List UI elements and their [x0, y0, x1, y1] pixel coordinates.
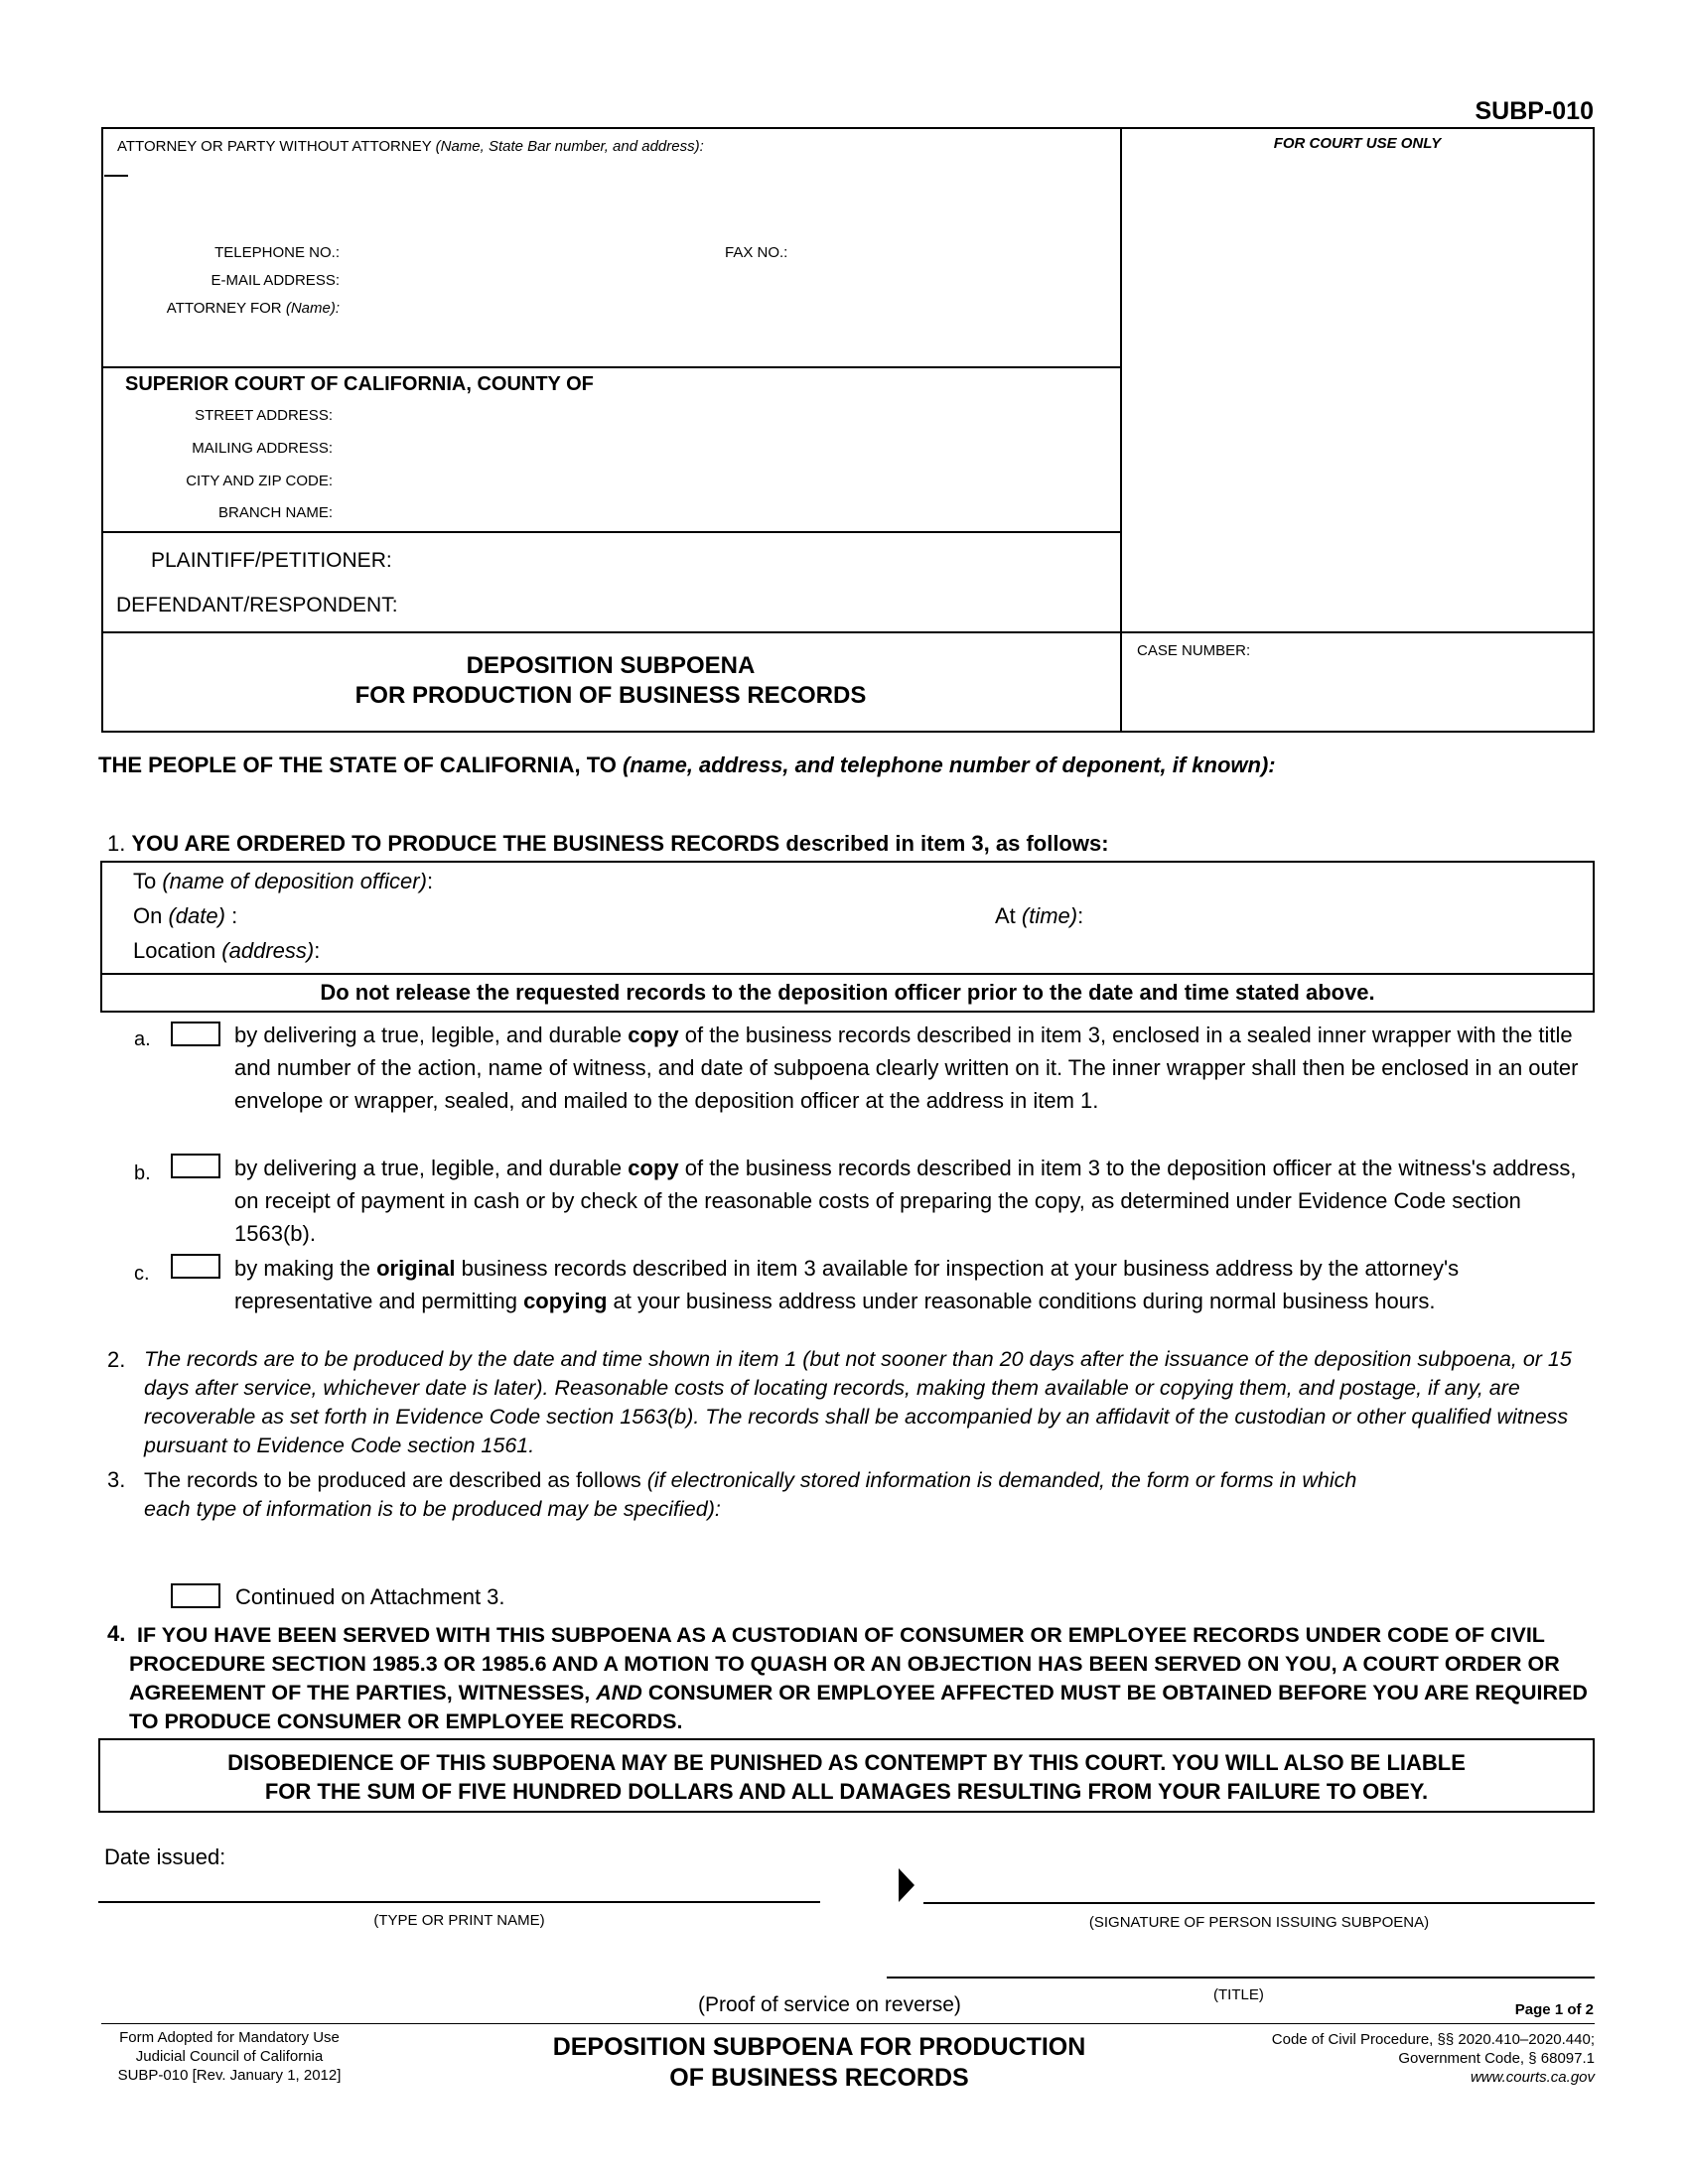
- item2-text: The records are to be produced by the date and time shown in item 1 (but not sooner than 20 days after the issuance of the deposition subpoena, or 15 days after service, whichever date is later). Reasonable costs of locating records, making them available or copying them, and postage, if any, are recoverable as set forth in Evidence Code section 1563(b). The records shall be accompanied by an affidavit of the custodian or other qualified witness pursuant to Evidence Code section 1561.: [144, 1347, 1572, 1457]
- branch-label: BRANCH NAME:: [217, 504, 333, 521]
- option-a-text: by delivering a true, legible, and durable copy of the business records described in item 3, enclosed in a sealed inner wrapper with the title and number of the action, name of witness, and date of subpoena clearly written on it. The inner wrapper shall then be enclosed in an outer envelope or wrapper, sealed, and mailed to the deposition officer at the address in item 1.: [234, 1023, 1579, 1113]
- footer-rule: [101, 2023, 1595, 2024]
- form-title: DEPOSITION SUBPOENA FOR PRODUCTION OF BUSINESS RECORDS: [354, 652, 867, 709]
- court-title: SUPERIOR COURT OF CALIFORNIA, COUNTY OF: [125, 373, 594, 395]
- signature-arrow-icon: [899, 1868, 914, 1902]
- proof-of-service-note: (Proof of service on reverse): [698, 1993, 961, 2016]
- item3-number: 3.: [107, 1467, 126, 1492]
- option-c-text: by making the original business records described in item 3 available for inspection at your business address by the attorney's representative and permitting copying at your business address under reasonable conditions during normal business hours.: [234, 1256, 1460, 1313]
- item3-text: The records to be produced are described as follows (if electronically stored information is demanded, the form or forms in which each type of information is to be produced may be specified):: [144, 1468, 1357, 1521]
- attorney-for-label: ATTORNEY FOR (Name):: [166, 300, 340, 317]
- disobedience-text: DISOBEDIENCE OF THIS SUBPOENA MAY BE PUNISHED AS CONTEMPT BY THIS COURT. YOU WILL ALSO BE LIABLE FOR THE SUM OF FIVE HUNDRED DOLLARS AND ALL DAMAGES RESULTING FROM YOUR FAILURE TO OBEY.: [227, 1750, 1466, 1804]
- attorney-entry-mark: [104, 175, 128, 177]
- option-c-letter: c.: [134, 1263, 150, 1285]
- case-number-label: CASE NUMBER:: [1137, 642, 1251, 659]
- city-zip-label: CITY AND ZIP CODE:: [186, 473, 333, 489]
- at-time-label: At (time):: [995, 903, 1084, 928]
- on-date-label: On (date) :: [133, 903, 238, 928]
- option-c-checkbox[interactable]: [171, 1254, 220, 1279]
- plaintiff-label: PLAINTIFF/PETITIONER:: [151, 549, 392, 572]
- date-issued-label: Date issued:: [104, 1844, 226, 1869]
- divider-court: [101, 366, 1121, 368]
- form-number: SUBP-010: [1475, 97, 1594, 125]
- street-label: STREET ADDRESS:: [195, 407, 333, 424]
- option-a-letter: a.: [134, 1028, 151, 1050]
- fax-label: FAX NO.:: [725, 244, 788, 261]
- attachment3-checkbox[interactable]: [171, 1583, 220, 1608]
- title-caption: (TITLE): [1213, 1986, 1264, 2003]
- footer-right: Code of Civil Procedure, §§ 2020.410–2020.440; Government Code, § 68097.1 www.courts.ca.gov: [1142, 2030, 1595, 2087]
- item1-heading: 1. YOU ARE ORDERED TO PRODUCE THE BUSINESS RECORDS described in item 3, as follows:: [107, 831, 1109, 856]
- item4-number: 4.: [107, 1621, 126, 1646]
- item2-number: 2.: [107, 1347, 126, 1372]
- courts-website-link[interactable]: www.courts.ca.gov: [1470, 2069, 1595, 2086]
- location-label: Location (address):: [133, 938, 321, 963]
- attachment3-label: Continued on Attachment 3.: [235, 1584, 505, 1609]
- item1-warning: Do not release the requested records to the deposition officer prior to the date and time stated above.: [320, 980, 1375, 1005]
- signature-caption: (SIGNATURE OF PERSON ISSUING SUBPOENA): [1088, 1914, 1430, 1931]
- mailing-label: MAILING ADDRESS:: [192, 440, 333, 457]
- divider-parties: [101, 531, 1121, 533]
- option-b-text: by delivering a true, legible, and durable copy of the business records described in item 3 to the deposition officer at the witness's address, on receipt of payment in cash or by check of the reasonable costs of preparing the copy, as determined under Evidence Code section 1563(b).: [234, 1156, 1577, 1246]
- court-use-label: FOR COURT USE ONLY: [1273, 135, 1442, 152]
- footer-title: DEPOSITION SUBPOENA FOR PRODUCTION OF BUSINESS RECORDS: [552, 2033, 1086, 2092]
- signature-line[interactable]: [923, 1902, 1595, 1904]
- caption-frame: [101, 127, 1595, 733]
- print-name-caption: (TYPE OR PRINT NAME): [373, 1912, 545, 1929]
- print-name-line[interactable]: [98, 1901, 820, 1903]
- divider-title: [101, 631, 1595, 633]
- item4-text: IF YOU HAVE BEEN SERVED WITH THIS SUBPOENA AS A CUSTODIAN OF CONSUMER OR EMPLOYEE RECORDS UNDER CODE OF CIVIL PROCEDURE SECTION 1985.3 OR 1985.6 AND A MOTION TO QUASH OR AN OBJECTION HAS BEEN SERVED ON YOU, A COURT ORDER OR AGREEMENT OF THE PARTIES, WITNESSES, AND CONSUMER OR EMPLOYEE AFFECTED MUST BE OBTAINED BEFORE YOU ARE REQUIRED TO PRODUCE CONSUMER OR EMPLOYEE RECORDS.: [129, 1623, 1588, 1733]
- option-b-checkbox[interactable]: [171, 1154, 220, 1178]
- attorney-label: ATTORNEY OR PARTY WITHOUT ATTORNEY (Name, State Bar number, and address):: [117, 138, 704, 155]
- footer-left: Form Adopted for Mandatory Use Judicial Council of California SUBP-010 [Rev. January 1, 2012]: [117, 2029, 342, 2084]
- option-a-checkbox[interactable]: [171, 1022, 220, 1046]
- people-line: THE PEOPLE OF THE STATE OF CALIFORNIA, TO (name, address, and telephone number of deponent, if known):: [98, 752, 1276, 777]
- to-officer-label: To (name of deposition officer):: [133, 869, 434, 893]
- email-label: E-MAIL ADDRESS:: [211, 272, 340, 289]
- telephone-label: TELEPHONE NO.:: [214, 244, 340, 261]
- page-number: Page 1 of 2: [1514, 2001, 1594, 2018]
- option-b-letter: b.: [134, 1162, 151, 1184]
- caption-divider: [1120, 127, 1122, 733]
- defendant-label: DEFENDANT/RESPONDENT:: [116, 594, 398, 616]
- title-line[interactable]: [887, 1977, 1595, 1979]
